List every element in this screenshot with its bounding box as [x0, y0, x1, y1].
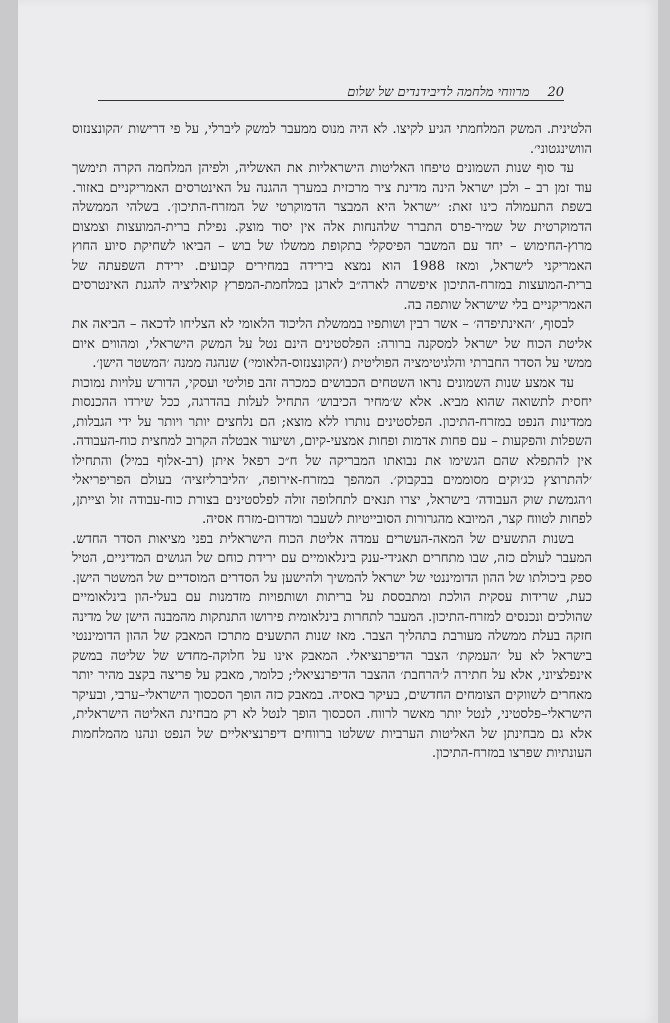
body-text: [72, 120, 592, 764]
paragraph: עד סוף שנות השמונים טיפחו האליטות הישראליות את האשליה, ולפיהן המלחמה הקרה תימשך עוד זמן רב – ולכן ישראל הינה מדינת ציר מרכזית במערך ההגנה על האינטרסים האמריקניים באזור. בשפת התעמולה כינו זאת: ׳ישראל היא המבצר הדמוקרטי של המזרח-התיכון׳. בשלהי הממשלה הדמוקרטית של שמיר-פרס התברר שלהנחות אלה אין יסוד מוצק. נפילת ברית-המועצות וצמצום מרוץ-החימוש – יחד עם המשבר הפיסקלי בתקופת ממשלו של בוש – הביאו לשחיקת סיוע החוץ האמריקני לישראל, ומאז 1988 הוא נמצא בירידה במחירים קבועים. ירידת השפעתה של ברית-המועצות במזרח-התיכון איפשרה לארה״ב לארגן במלחמת-המפרץ קואליציה להגנת האינטרסים האמריקניים בלי שישראל שותפה בה.: [72, 161, 592, 313]
running-title: מרווחי מלחמה לדיבידנדים של שלום: [347, 85, 530, 100]
paragraph: לבסוף, ׳האינתיפדה׳ – אשר רבין ושותפיו בממשלת הליכוד הלאומי לא הצליחו לדכאה – הביאה את אליטת הכוח של ישראל למסקנה ברורה: הפלסטינים הינם נטל על המשק הישראלי, ומהווים איום ממשי על הסדר החברתי והלגיטימציה הפוליטית (׳הקונצנזוס-הלאומי׳) שנהגה ממנה ׳המשטר הישן׳.: [72, 317, 592, 371]
paragraph: בשנות התשעים של המאה-העשרים עמדה אליטת הכוח הישראלית בפני מציאות הסדר החדש. המעבר לעולם כזה, שבו מתחרים תאגידי-ענק בינלאומיים עם ירידת כוחם של הגושים המדיניים, הטיל ספק ביכולתו של ההון הדומיננטי של ישראל להמשיך ולהישען על הסדרים המוסדיים של המשטר הישן. כעת, שרידות עסקית הולכת ומתבססת על בריתות ושותפויות מזדמנות עם בעלי-הון בינלאומיים שהולכים ונכנסים למזרח-התיכון. המעבר לתחרות בינלאומית פירושו התנתקות מהמבנה הישן של מדינה חזקה בעלת ממשלה מעורבת בתהליך הצבר. מאז שנות התשעים מתרכז המאבק של ההון הדומיננטי בישראל לא על ׳העמקת׳ הצבר הדיפרנציאלי. המאבק אינו על חלוקה-מחדש של שליטה במשק אינפלציוני, אלא על חתירה ל׳הרחבת׳ ההצבר הדיפרנציאלי; כלומר, מאבק על פריצה בקצב מהיר יותר מאחרים לשווקים הצומחים החדשים, בעיקר באסיה. במאבק כזה הופך הסכסוך הישראלי–ערבי, ובעיקר הישראלי–פלסטיני, לנטל יותר מאשר לרווח. הסכסוך הופך לנטל לא רק מבחינת האליטה הישראלית, אלא גם מבחינתן של האליטות הערביות ששלטו ברווחים דיפרנציאליים של הנפט ונהנו מהמלחמות העונתיות שפרצו במזרח-התיכון.: [72, 531, 592, 761]
book-page: [18, 0, 658, 1023]
running-header: [98, 78, 564, 101]
paragraph: הלטינית. המשק המלחמתי הגיע לקיצו. לא היה מנוס ממעבר למשק ליברלי, על פי דרישות ׳הקונצנזוס הוושינגטוני׳.: [72, 122, 592, 157]
paragraph: עד אמצע שנות השמונים נראו השטחים הכבושים כמכרה זהב פוליטי ועסקי, הדורש עלויות נמוכות יחסית לתשואה שהוא מביא. אלא ש׳מחיר הכיבוש׳ התחיל לעלות בהדרגה, ככל שירדו ההכנסות ממדינות הנפט במזרח-התיכון. הפלסטינים נותרו ללא מוצא; הם נלחצים יותר ויותר על ידי הגבלות, השפלות והפקעות – עם פחות אדמות ופחות אמצעי-קיום, ושיעור אבטלה הקרוב למחצית כוח-העבודה. אין להתפלא שהם הגשימו את נבואתו המבריקה של ח״כ רפאל איתן (רב-אלוף במיל) והתחילו ׳להתרוצץ כג׳וקים מסוממים בבקבוק׳. המהפך במזרח-אירופה, ׳הליברליזציה׳ בעולם הפריפריאלי ו׳הגמשת שוק העבודה׳ בישראל, יצרו תנאים לתחלופה זולה לפלסטינים בצורת כוח-עבודה זול וצייתן, לפחות לטווח קצר, המיובא מהגרורות הסובייטיות לשעבר ומדרום-מזרח אסיה.: [72, 375, 592, 527]
page-number: 20: [547, 85, 564, 100]
